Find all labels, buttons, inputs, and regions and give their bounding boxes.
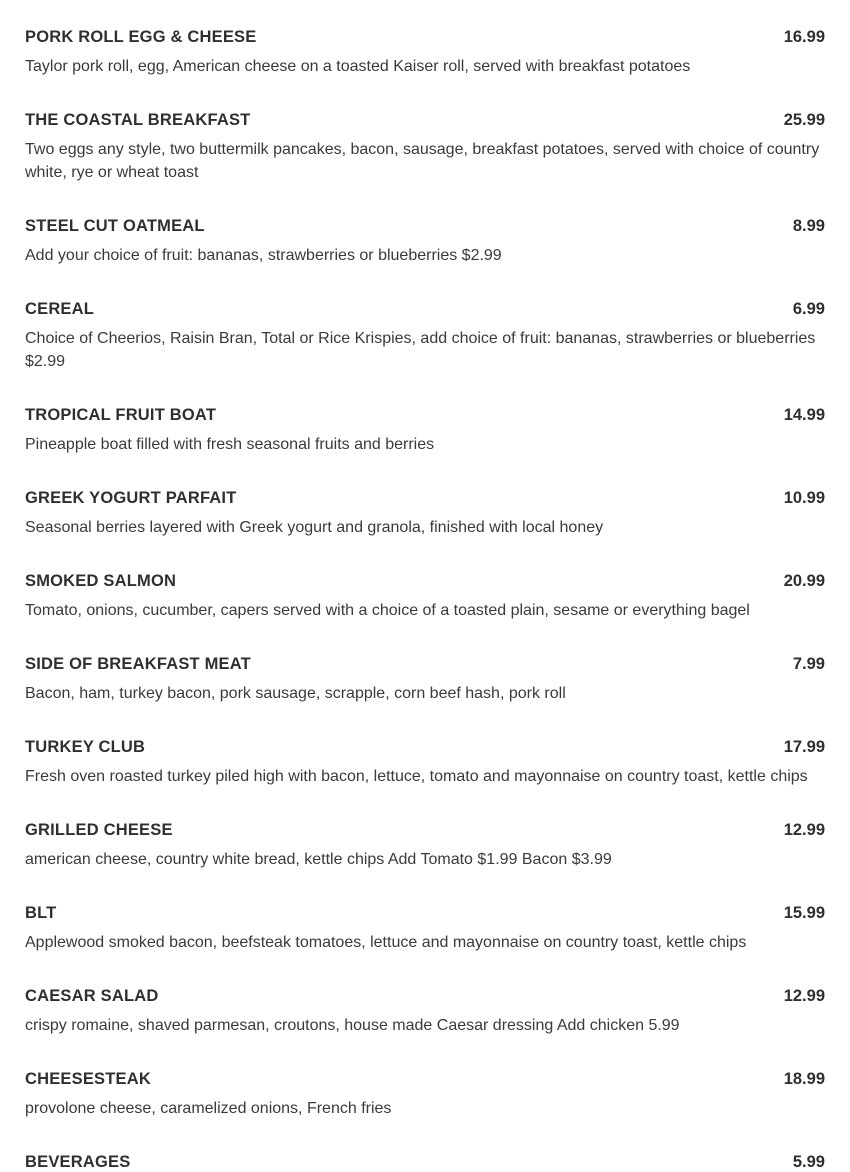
menu-item-grilled-cheese (25, 820, 825, 871)
menu-item-description: Seasonal berries layered with Greek yogurt and granola, finished with local honey (25, 519, 604, 536)
menu-item-header (25, 986, 825, 1006)
menu-item-caesar-salad (25, 986, 825, 1037)
menu-item-description: Bacon, ham, turkey bacon, pork sausage, scrapple, corn beef hash, pork roll (25, 685, 566, 702)
menu-item-header (25, 737, 825, 757)
menu-item-name: GRILLED CHEESE (25, 821, 173, 839)
menu-item-price: 25.99 (783, 111, 825, 129)
menu-item-name: BLT (25, 904, 57, 922)
menu-item-name: GREEK YOGURT PARFAIT (25, 489, 237, 507)
menu-item-price: 12.99 (783, 821, 825, 839)
menu-item-coastal-breakfast (25, 110, 825, 184)
menu-item-price: 16.99 (783, 28, 825, 46)
menu-item-description: Taylor pork roll, egg, American cheese on a toasted Kaiser roll, served with breakfast potatoes (25, 58, 691, 75)
menu-item-header (25, 299, 825, 319)
menu-item-pork-roll-egg-cheese (25, 27, 825, 78)
menu-item-name: TURKEY CLUB (25, 738, 146, 756)
menu-item-header (25, 1069, 825, 1089)
menu-item-price: 6.99 (792, 300, 825, 318)
menu-item-description: Choice of Cheerios, Raisin Bran, Total or Rice Krispies, add choice of fruit: bananas, strawberries or blueberries $2.99 (25, 330, 816, 370)
menu-item-name: THE COASTAL BREAKFAST (25, 111, 251, 129)
menu-item-description: provolone cheese, caramelized onions, French fries (25, 1100, 392, 1117)
menu-item-name: CAESAR SALAD (25, 987, 159, 1005)
menu-item-cereal (25, 299, 825, 373)
menu-item-header (25, 820, 825, 840)
menu-item-price: 14.99 (783, 406, 825, 424)
menu-item-name: BEVERAGES (25, 1153, 131, 1171)
menu-item-description: Tomato, onions, cucumber, capers served with a choice of a toasted plain, sesame or everything bagel (25, 602, 750, 619)
menu-item-description: Fresh oven roasted turkey piled high with bacon, lettuce, tomato and mayonnaise on country toast, kettle chips (25, 768, 808, 785)
menu-item-beverages (25, 1152, 825, 1172)
menu-item-header (25, 216, 825, 236)
menu-item-price: 7.99 (792, 655, 825, 673)
menu-item-cheesesteak (25, 1069, 825, 1120)
menu-item-blt (25, 903, 825, 954)
menu-item-header (25, 27, 825, 47)
menu-item-price: 18.99 (783, 1070, 825, 1088)
menu-item-price: 17.99 (783, 738, 825, 756)
menu-item-header (25, 488, 825, 508)
menu-item-description: Add your choice of fruit: bananas, strawberries or blueberries $2.99 (25, 247, 502, 264)
menu-item-price: 12.99 (783, 987, 825, 1005)
menu-item-price: 8.99 (792, 217, 825, 235)
menu-item-steel-cut-oatmeal (25, 216, 825, 267)
menu-item-name: TROPICAL FRUIT BOAT (25, 406, 217, 424)
menu-item-side-breakfast-meat (25, 654, 825, 705)
menu-item-header (25, 405, 825, 425)
menu-item-name: SIDE OF BREAKFAST MEAT (25, 655, 251, 673)
menu-item-price: 10.99 (783, 489, 825, 507)
menu-item-name: CHEESESTEAK (25, 1070, 151, 1088)
menu-item-description: Pineapple boat filled with fresh seasonal fruits and berries (25, 436, 435, 453)
menu-item-description: Applewood smoked bacon, beefsteak tomatoes, lettuce and mayonnaise on country toast, kettle chips (25, 934, 747, 951)
menu-item-price: 20.99 (783, 572, 825, 590)
menu-item-description: Two eggs any style, two buttermilk pancakes, bacon, sausage, breakfast potatoes, served with choice of country white, rye or wheat toast (25, 141, 820, 181)
menu-item-header (25, 1152, 825, 1172)
menu-item-name: SMOKED SALMON (25, 572, 177, 590)
menu-item-price: 5.99 (792, 1153, 825, 1171)
menu-item-name: CEREAL (25, 300, 95, 318)
menu-item-name: PORK ROLL EGG & CHEESE (25, 28, 257, 46)
menu-item-description: american cheese, country white bread, kettle chips Add Tomato $1.99 Bacon $3.99 (25, 851, 612, 868)
menu-item-turkey-club (25, 737, 825, 788)
menu-item-price: 15.99 (783, 904, 825, 922)
menu-item-header (25, 654, 825, 674)
menu-item-header (25, 110, 825, 130)
menu-item-smoked-salmon (25, 571, 825, 622)
menu-item-tropical-fruit-boat (25, 405, 825, 456)
menu-item-header (25, 903, 825, 923)
menu-item-name: STEEL CUT OATMEAL (25, 217, 205, 235)
menu-item-description: crispy romaine, shaved parmesan, croutons, house made Caesar dressing Add chicken 5.99 (25, 1017, 680, 1034)
menu-item-header (25, 571, 825, 591)
menu-item-greek-yogurt-parfait (25, 488, 825, 539)
